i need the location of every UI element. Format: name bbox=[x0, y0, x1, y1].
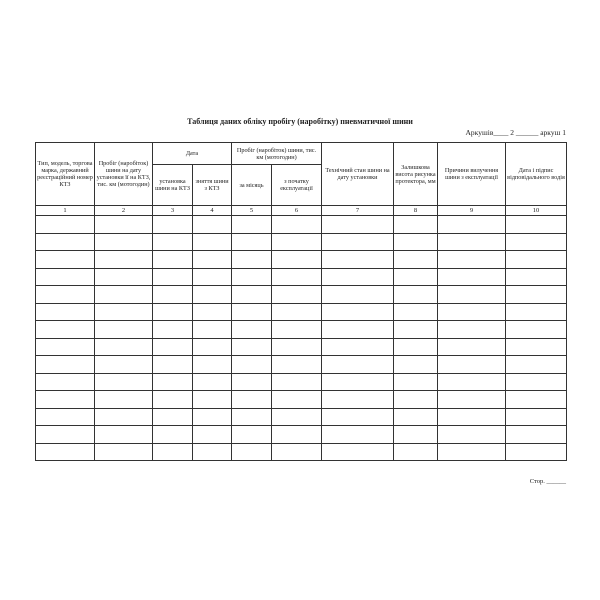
table-cell bbox=[36, 373, 95, 391]
table-cell bbox=[153, 356, 193, 374]
table-row bbox=[36, 443, 567, 461]
table-cell bbox=[394, 408, 438, 426]
table-cell bbox=[232, 373, 272, 391]
table-cell bbox=[506, 443, 567, 461]
table-cell bbox=[95, 321, 153, 339]
table-cell bbox=[322, 303, 394, 321]
table-row bbox=[36, 391, 567, 409]
table-cell bbox=[322, 251, 394, 269]
table-row bbox=[36, 426, 567, 444]
table-cell bbox=[272, 286, 322, 304]
table-cell bbox=[193, 216, 232, 234]
table-cell bbox=[36, 338, 95, 356]
table-cell bbox=[438, 426, 506, 444]
table-cell bbox=[438, 303, 506, 321]
table-cell bbox=[438, 356, 506, 374]
table-cell bbox=[36, 356, 95, 374]
table-row bbox=[36, 321, 567, 339]
table-cell bbox=[438, 338, 506, 356]
table-cell bbox=[153, 391, 193, 409]
table-row bbox=[36, 268, 567, 286]
table-cell bbox=[232, 216, 272, 234]
table-cell bbox=[232, 303, 272, 321]
table-cell bbox=[394, 286, 438, 304]
table-cell bbox=[322, 286, 394, 304]
table-cell bbox=[322, 338, 394, 356]
header-mileage-month: за місяць bbox=[232, 165, 272, 206]
table-cell bbox=[394, 233, 438, 251]
table-cell bbox=[272, 303, 322, 321]
table-cell bbox=[272, 373, 322, 391]
table-row bbox=[36, 408, 567, 426]
table-cell bbox=[394, 356, 438, 374]
table-cell bbox=[95, 391, 153, 409]
header-removal-reason: Причини вилучення шини з експлуатації bbox=[438, 143, 506, 206]
table-cell bbox=[232, 426, 272, 444]
table-cell bbox=[506, 303, 567, 321]
column-number: 8 bbox=[394, 206, 438, 216]
table-row bbox=[36, 216, 567, 234]
header-mileage-at-install: Пробіг (наробіток) шини на дату установки її на КТЗ, тис. км (мотогодин) bbox=[95, 143, 153, 206]
table-cell bbox=[322, 356, 394, 374]
table-cell bbox=[506, 408, 567, 426]
table-row bbox=[36, 286, 567, 304]
table-cell bbox=[95, 373, 153, 391]
table-cell bbox=[232, 443, 272, 461]
table-cell bbox=[153, 233, 193, 251]
table-cell bbox=[36, 233, 95, 251]
table-cell bbox=[153, 338, 193, 356]
table-cell bbox=[193, 286, 232, 304]
table-cell bbox=[438, 373, 506, 391]
table-cell bbox=[153, 373, 193, 391]
table-row bbox=[36, 251, 567, 269]
table-cell bbox=[272, 408, 322, 426]
table-cell bbox=[394, 373, 438, 391]
header-technical-condition: Технічний стан шини на дату установки bbox=[322, 143, 394, 206]
table-cell bbox=[95, 338, 153, 356]
table-cell bbox=[95, 356, 153, 374]
table-cell bbox=[438, 216, 506, 234]
table-cell bbox=[438, 391, 506, 409]
table-row bbox=[36, 233, 567, 251]
page-number-field: Стор. ______ bbox=[529, 478, 566, 485]
table-cell bbox=[506, 391, 567, 409]
column-number: 1 bbox=[36, 206, 95, 216]
table-cell bbox=[36, 303, 95, 321]
table-cell bbox=[438, 408, 506, 426]
table-row bbox=[36, 356, 567, 374]
table-cell bbox=[394, 338, 438, 356]
table-cell bbox=[193, 303, 232, 321]
table-cell bbox=[272, 233, 322, 251]
table-cell bbox=[95, 426, 153, 444]
table-cell bbox=[232, 356, 272, 374]
table-cell bbox=[322, 233, 394, 251]
column-number: 5 bbox=[232, 206, 272, 216]
table-cell bbox=[438, 251, 506, 269]
table-cell bbox=[272, 338, 322, 356]
table-cell bbox=[36, 443, 95, 461]
table-cell bbox=[394, 391, 438, 409]
table-cell bbox=[506, 251, 567, 269]
table-cell bbox=[322, 391, 394, 409]
table-cell bbox=[232, 391, 272, 409]
column-number: 7 bbox=[322, 206, 394, 216]
table-cell bbox=[438, 321, 506, 339]
table-cell bbox=[153, 216, 193, 234]
column-number-row bbox=[36, 206, 567, 216]
table-cell bbox=[506, 268, 567, 286]
table-cell bbox=[272, 426, 322, 444]
table-cell bbox=[193, 251, 232, 269]
table-cell bbox=[322, 268, 394, 286]
header-install-date: установка шини на КТЗ bbox=[153, 165, 193, 206]
table-cell bbox=[438, 443, 506, 461]
table-cell bbox=[322, 373, 394, 391]
header-mileage-group: Пробіг (наробіток) шини, тис. км (мотогодин) bbox=[232, 143, 322, 165]
table-cell bbox=[394, 443, 438, 461]
table-cell bbox=[153, 251, 193, 269]
table-cell bbox=[232, 408, 272, 426]
header-date-group: Дата bbox=[153, 143, 232, 165]
table-cell bbox=[394, 268, 438, 286]
table-cell bbox=[506, 356, 567, 374]
table-cell bbox=[95, 216, 153, 234]
table-cell bbox=[36, 321, 95, 339]
table-cell bbox=[438, 286, 506, 304]
column-number: 4 bbox=[193, 206, 232, 216]
table-cell bbox=[232, 286, 272, 304]
table-cell bbox=[193, 321, 232, 339]
table-cell bbox=[95, 251, 153, 269]
table-cell bbox=[506, 321, 567, 339]
column-number: 9 bbox=[438, 206, 506, 216]
table-cell bbox=[36, 216, 95, 234]
table-cell bbox=[193, 373, 232, 391]
table-cell bbox=[193, 356, 232, 374]
table-cell bbox=[322, 426, 394, 444]
table-cell bbox=[153, 303, 193, 321]
table-cell bbox=[322, 216, 394, 234]
table-cell bbox=[506, 216, 567, 234]
table-cell bbox=[232, 233, 272, 251]
table-cell bbox=[438, 233, 506, 251]
column-number: 3 bbox=[153, 206, 193, 216]
table-cell bbox=[506, 338, 567, 356]
table-cell bbox=[394, 303, 438, 321]
table-cell bbox=[193, 233, 232, 251]
table-cell bbox=[95, 303, 153, 321]
table-cell bbox=[322, 443, 394, 461]
table-cell bbox=[394, 426, 438, 444]
table-cell bbox=[272, 216, 322, 234]
sheets-counter: Аркушів____ 2 ______ аркуш 1 bbox=[465, 128, 566, 137]
table-cell bbox=[153, 426, 193, 444]
table-cell bbox=[36, 251, 95, 269]
table-cell bbox=[36, 268, 95, 286]
table-cell bbox=[153, 268, 193, 286]
table-cell bbox=[506, 373, 567, 391]
table-cell bbox=[272, 268, 322, 286]
table-cell bbox=[95, 408, 153, 426]
table-cell bbox=[36, 391, 95, 409]
header-mileage-total: з початку експлуатації bbox=[272, 165, 322, 206]
table-cell bbox=[153, 443, 193, 461]
table-cell bbox=[394, 216, 438, 234]
table-cell bbox=[193, 443, 232, 461]
table-cell bbox=[95, 443, 153, 461]
table-cell bbox=[153, 286, 193, 304]
table-cell bbox=[232, 321, 272, 339]
table-row bbox=[36, 303, 567, 321]
table-cell bbox=[232, 268, 272, 286]
table-cell bbox=[394, 321, 438, 339]
table-row bbox=[36, 373, 567, 391]
column-number: 10 bbox=[506, 206, 567, 216]
header-tread-depth: Залишкова висота рисунка протектора, мм bbox=[394, 143, 438, 206]
table-cell bbox=[36, 426, 95, 444]
table-cell bbox=[272, 251, 322, 269]
table-cell bbox=[36, 286, 95, 304]
table-cell bbox=[193, 338, 232, 356]
table-cell bbox=[394, 251, 438, 269]
table-cell bbox=[232, 251, 272, 269]
column-number: 6 bbox=[272, 206, 322, 216]
column-number: 2 bbox=[95, 206, 153, 216]
table-cell bbox=[322, 408, 394, 426]
table-cell bbox=[193, 391, 232, 409]
header-vehicle: Тип, модель, торгова марка, державний реєстраційний номер КТЗ bbox=[36, 143, 95, 206]
table-cell bbox=[36, 408, 95, 426]
table-cell bbox=[506, 426, 567, 444]
table-cell bbox=[232, 338, 272, 356]
table-cell bbox=[506, 286, 567, 304]
table-cell bbox=[438, 268, 506, 286]
tire-mileage-table bbox=[35, 142, 567, 461]
header-removal-date: зняття шини з КТЗ bbox=[193, 165, 232, 206]
table-cell bbox=[272, 391, 322, 409]
table-cell bbox=[95, 286, 153, 304]
table-cell bbox=[272, 356, 322, 374]
document-title: Таблиця даних обліку пробігу (наробітку) пневматичної шини bbox=[187, 117, 413, 126]
table-cell bbox=[506, 233, 567, 251]
table-cell bbox=[193, 268, 232, 286]
table-cell bbox=[272, 321, 322, 339]
table-cell bbox=[193, 426, 232, 444]
table-cell bbox=[272, 443, 322, 461]
table-cell bbox=[153, 408, 193, 426]
table-cell bbox=[153, 321, 193, 339]
table-cell bbox=[322, 321, 394, 339]
table-row bbox=[36, 338, 567, 356]
table-cell bbox=[193, 408, 232, 426]
header-driver-signature: Дата і підпис відповідального водія bbox=[506, 143, 567, 206]
table-cell bbox=[95, 233, 153, 251]
table-cell bbox=[95, 268, 153, 286]
